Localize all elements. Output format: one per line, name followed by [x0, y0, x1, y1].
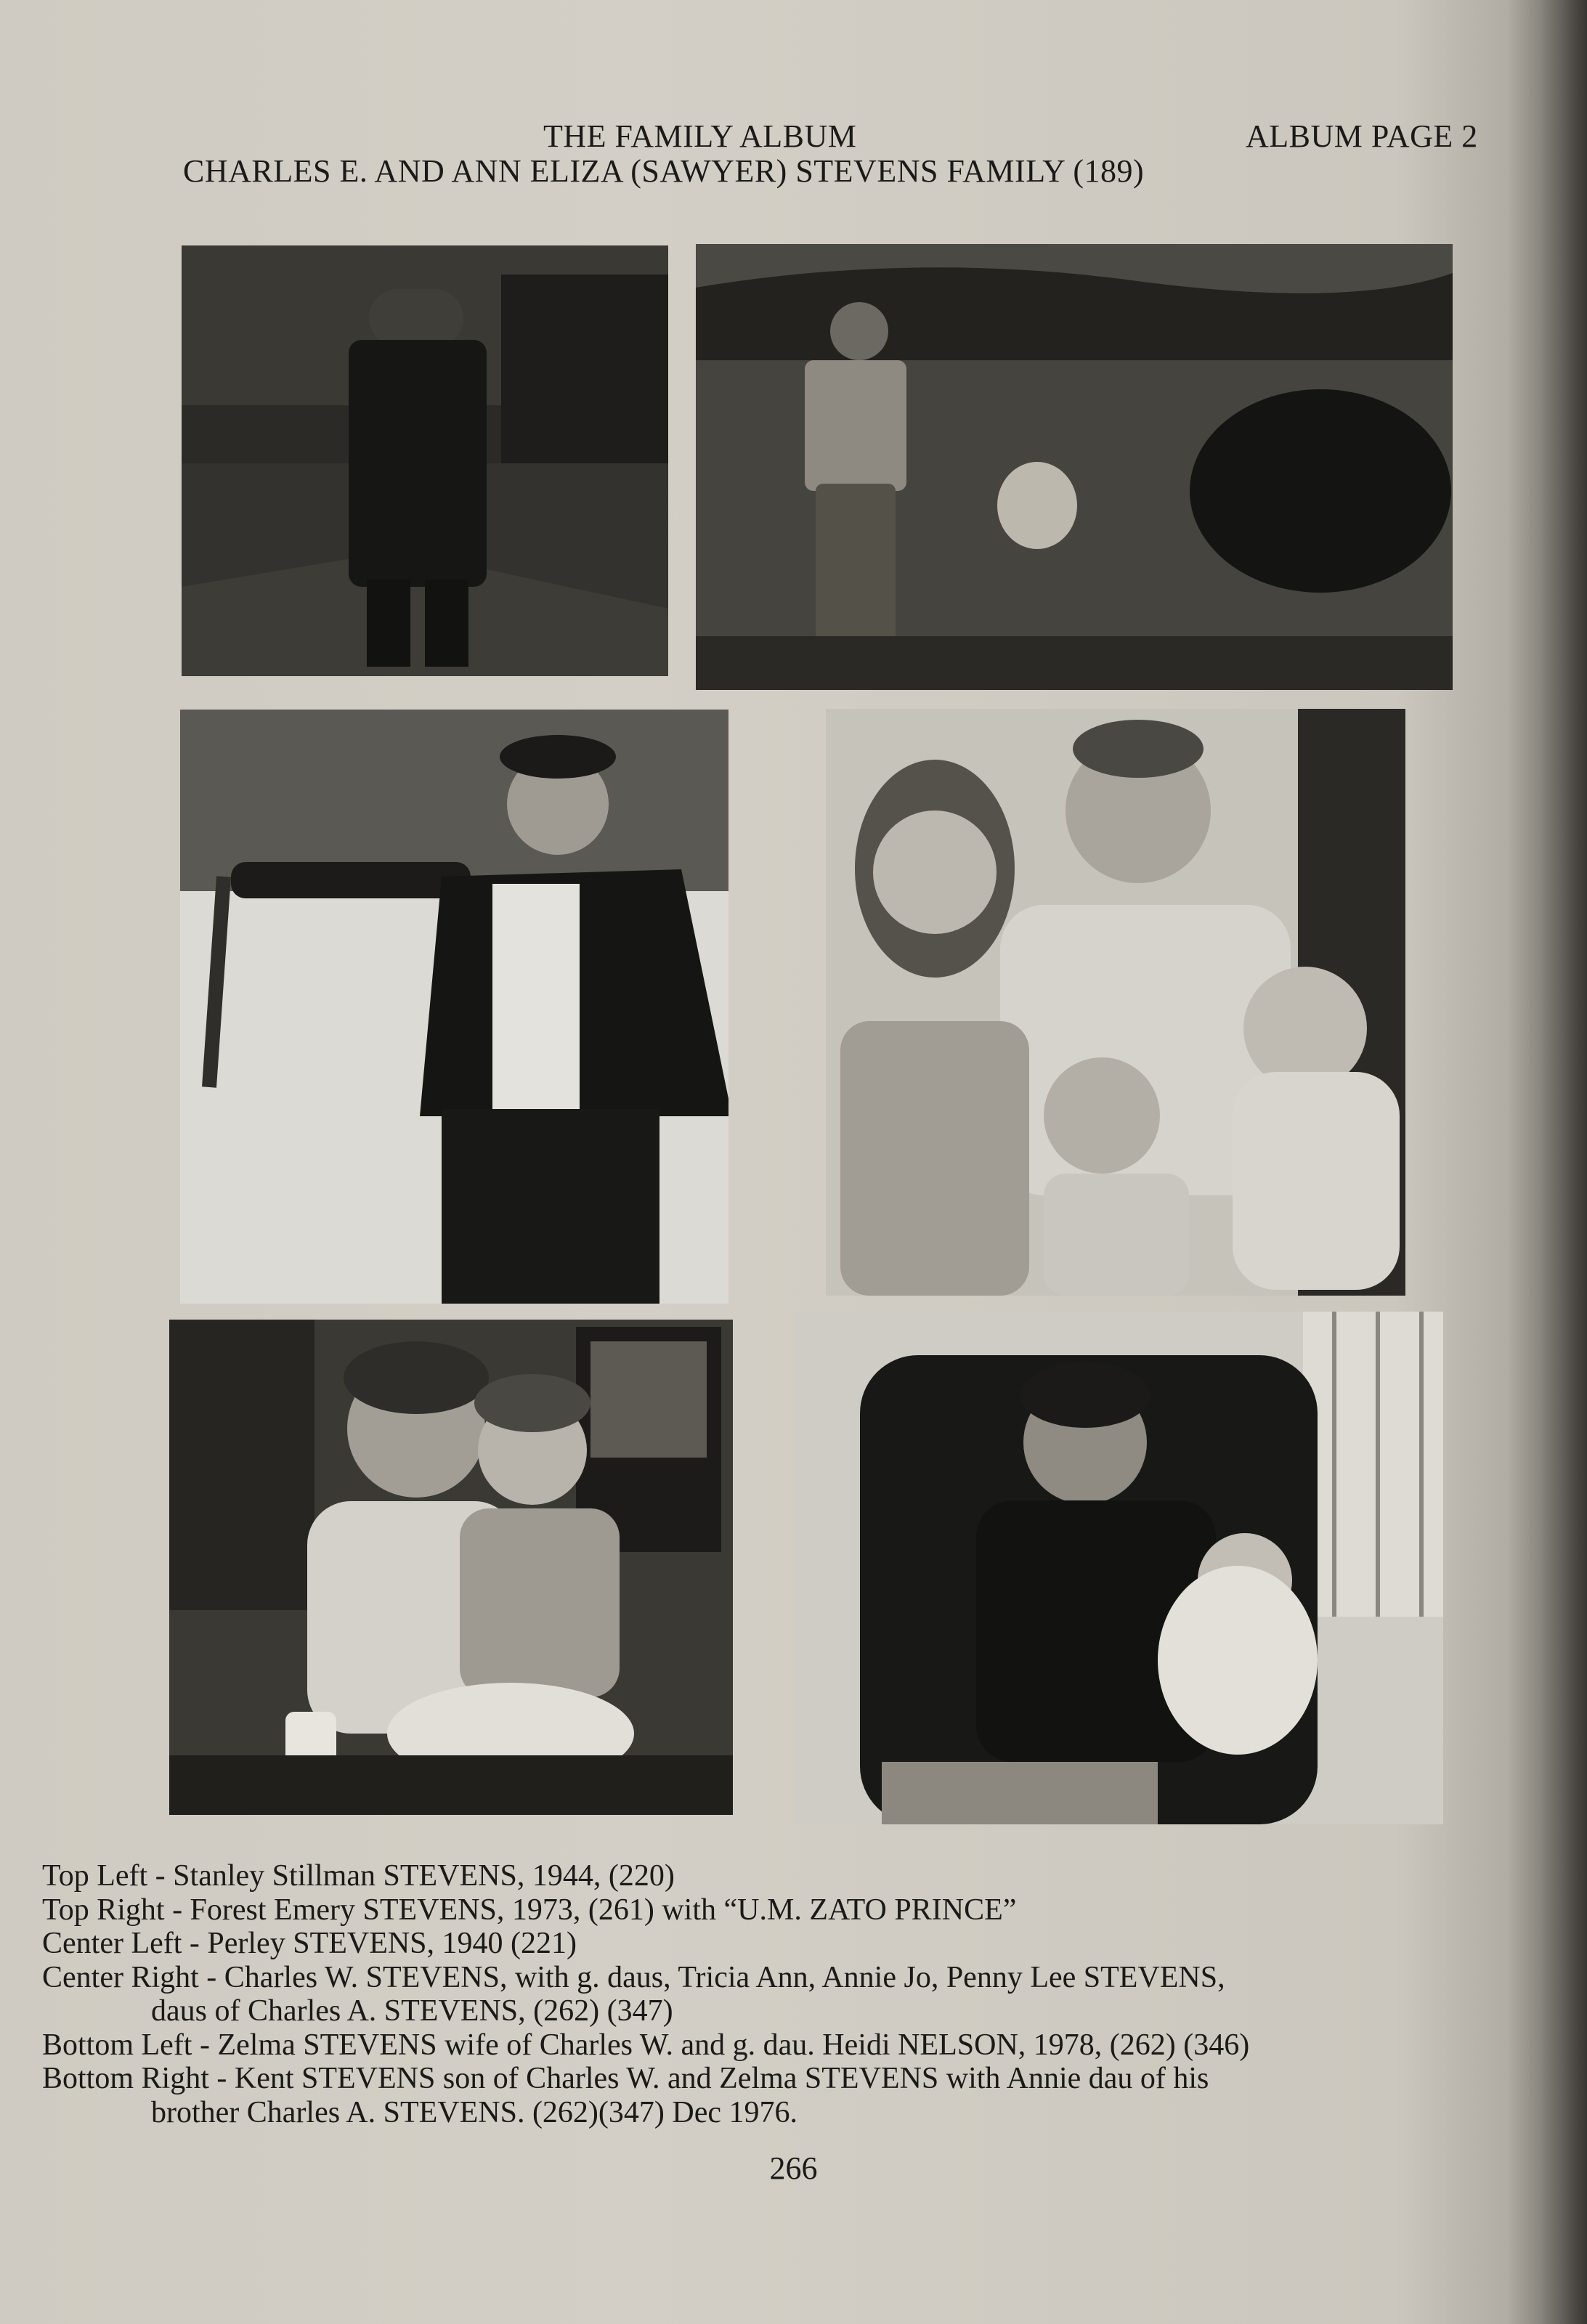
caption-center-right-continued: daus of Charles A. STEVENS, (262) (347) [151, 1994, 673, 2028]
page-number: 266 [769, 2150, 818, 2186]
photo-center-left [180, 710, 728, 1304]
family-title: CHARLES E. AND ANN ELIZA (SAWYER) STEVENS FAMILY (189) [183, 153, 1145, 189]
caption-top-left: Top Left - Stanley Stillman STEVENS, 1944, (220) [42, 1859, 675, 1893]
photo-bottom-right [795, 1312, 1443, 1824]
book-spine-shadow [1507, 0, 1587, 2324]
photo-top-right [696, 244, 1453, 690]
caption-center-right: Center Right - Charles W. STEVENS, with g. daus, Tricia Ann, Annie Jo, Penny Lee STEVENS, [42, 1960, 1225, 1994]
caption-top-right: Top Right - Forest Emery STEVENS, 1973, (261) with “U.M. ZATO PRINCE” [42, 1893, 1017, 1927]
caption-bottom-left: Bottom Left - Zelma STEVENS wife of Charles W. and g. dau. Heidi NELSON, 1978, (262) (346) [42, 2028, 1250, 2062]
photo-bottom-left [169, 1320, 733, 1815]
photo-captions [42, 1859, 1495, 2129]
caption-center-left: Center Left - Perley STEVENS, 1940 (221) [42, 1927, 577, 1960]
album-page-label: ALBUM PAGE 2 [1246, 118, 1478, 154]
album-title: THE FAMILY ALBUM [543, 118, 857, 154]
caption-bottom-right-continued: brother Charles A. STEVENS. (262)(347) Dec 1976. [151, 2095, 797, 2129]
caption-bottom-right: Bottom Right - Kent STEVENS son of Charles W. and Zelma STEVENS with Annie dau of his [42, 2062, 1209, 2095]
photo-top-left [182, 245, 668, 676]
photo-center-right [826, 709, 1405, 1296]
